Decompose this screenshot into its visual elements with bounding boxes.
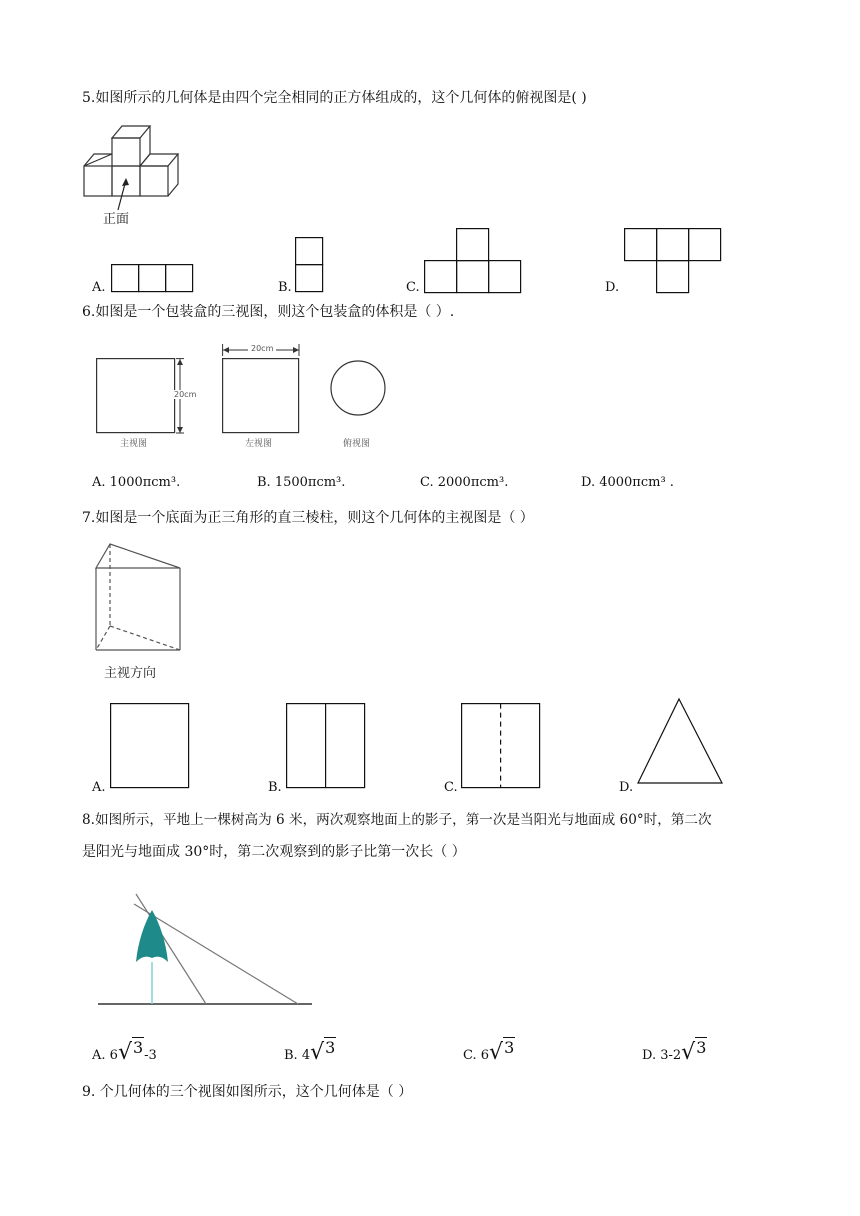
q7-figure-caption: 主视方向 <box>104 666 157 681</box>
sqrt-symbol: √3 <box>117 1038 144 1065</box>
question-7-text: 7.如图是一个底面为正三角形的直三棱柱，则这个几何体的主视图是（ ） <box>82 510 534 526</box>
question-8-line-1: 8.如图所示，平地上一棵树高为 6 米，两次观察地面上的影子，第一次是当阳光与地面成 60°时，第二次 <box>82 812 712 828</box>
q5-option-a-label: A. <box>92 280 106 295</box>
q6-option-c: C. 2000πcm³. <box>420 475 509 490</box>
q8-option-d: D. 3-2√3 <box>642 1038 707 1065</box>
q5-option-b-figure <box>295 237 325 295</box>
q6-option-b: B. 1500πcm³. <box>257 475 346 490</box>
question-9-text: 9. 个几何体的三个视图如图所示，这个几何体是（ ） <box>82 1084 413 1100</box>
q6-dim-side: 20cm <box>174 390 197 399</box>
q5-figure-caption: 正面 <box>103 212 130 227</box>
sqrt-symbol: √3 <box>489 1038 515 1065</box>
sqrt-symbol: √3 <box>681 1038 707 1065</box>
q7-option-d-label: D. <box>619 780 634 795</box>
q7-option-a-figure <box>110 703 192 793</box>
q6-dim-top: 20cm <box>248 344 276 353</box>
q6-view-label-front: 主视图 <box>120 439 148 449</box>
q8-option-b: B. 4√3 <box>284 1038 336 1065</box>
q6-left-view <box>222 344 304 436</box>
q5-option-c-figure <box>424 228 524 296</box>
q8-tree-shadow-figure <box>96 892 316 1008</box>
q7-option-c-label: C. <box>444 780 458 795</box>
q6-option-d: D. 4000πcm³ . <box>581 475 674 490</box>
q7-option-c-figure <box>461 703 543 793</box>
q6-view-label-left: 左视图 <box>245 439 273 449</box>
q6-top-view <box>330 356 390 436</box>
q5-option-d-label: D. <box>605 280 620 295</box>
q7-option-b-label: B. <box>268 780 282 795</box>
q8-option-c: C. 6√3 <box>463 1038 515 1065</box>
q6-view-label-top: 俯视图 <box>343 439 371 449</box>
q5-option-b-label: B. <box>278 280 292 295</box>
q7-option-b-figure <box>286 703 368 793</box>
q8-option-a: A. 6√3-3 <box>92 1038 157 1065</box>
q5-option-d-figure <box>624 228 726 296</box>
q5-cube-figure <box>80 118 200 228</box>
q7-prism-figure <box>92 540 188 656</box>
q5-option-c-label: C. <box>406 280 420 295</box>
question-5-text: 5.如图所示的几何体是由四个完全相同的正方体组成的，这个几何体的俯视图是( ) <box>82 90 587 106</box>
q6-option-a: A. 1000πcm³. <box>92 475 181 490</box>
q7-option-d-figure <box>636 697 728 789</box>
q5-option-a-figure <box>111 264 195 294</box>
question-8-line-2: 是阳光与地面成 30°时，第二次观察到的影子比第一次长（ ） <box>82 844 466 860</box>
question-6-text: 6.如图是一个包装盒的三视图，则这个包装盒的体积是（ ）. <box>82 304 455 320</box>
q7-option-a-label: A. <box>92 780 106 795</box>
sqrt-symbol: √3 <box>310 1038 336 1065</box>
